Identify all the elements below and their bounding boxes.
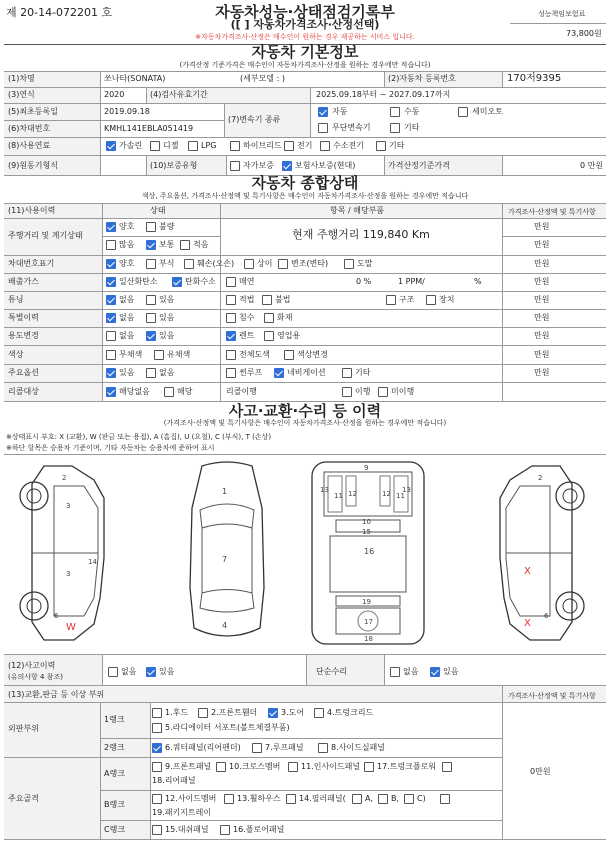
- recall-not-completed-label: 미이행: [391, 387, 415, 396]
- special-history-label: 특별이력: [8, 313, 39, 322]
- trans-other-checkbox[interactable]: [390, 123, 400, 133]
- emission-hc-checkbox[interactable]: [172, 277, 182, 287]
- warranty-self-checkbox[interactable]: [230, 161, 240, 171]
- svg-text:7: 7: [222, 555, 228, 564]
- car-top-view-diagram: [172, 458, 282, 648]
- fuel-hybrid-checkbox[interactable]: [230, 141, 240, 151]
- engine-type-label: (9)원동기형식: [8, 161, 58, 170]
- trans-manual-label: 수동: [404, 107, 420, 116]
- tuning-label: 튜닝: [8, 295, 24, 304]
- fuel-electric-checkbox[interactable]: [284, 141, 294, 151]
- svg-text:3: 3: [66, 570, 71, 578]
- special-flood-label: 침수: [239, 313, 255, 322]
- detail-model-label: (세부모델 : ): [240, 74, 285, 83]
- part-4-label: 4.트렁크리드: [327, 708, 374, 717]
- part-19-checkbox[interactable]: [440, 794, 450, 804]
- vin-mark-corrosion-label: 부식: [159, 259, 175, 268]
- main-option-label: 주요옵션: [8, 368, 39, 377]
- option-navigation-checkbox[interactable]: [274, 368, 284, 378]
- tuning-illegal-checkbox[interactable]: [262, 295, 272, 305]
- vin-mark-forged-label: 변조(변타): [291, 259, 329, 268]
- svg-text:2: 2: [538, 474, 543, 482]
- emission-value-3: %: [474, 277, 482, 286]
- recall-done-label: 리콜이행: [226, 387, 257, 396]
- emission-price-unit: 만원: [534, 277, 550, 286]
- vin-label: (6)차대번호: [8, 124, 51, 133]
- svg-text:12: 12: [348, 490, 357, 498]
- special-fire-checkbox[interactable]: [264, 313, 274, 323]
- mileage-normal-label: 보통: [159, 240, 175, 249]
- main-frame-label: 주요골격: [8, 794, 39, 803]
- vin-mark-painted-label: 도말: [357, 259, 373, 268]
- trans-cvt-label: 무단변속기: [332, 123, 371, 132]
- tuning-device-checkbox[interactable]: [426, 295, 436, 305]
- recall-label: 리콜대상: [8, 387, 39, 396]
- reg-number-label: (2)자동차 등록번호: [388, 74, 456, 83]
- use-change-business-checkbox[interactable]: [264, 331, 274, 341]
- tuning-legal-checkbox[interactable]: [226, 295, 236, 305]
- part-14a-label: A,: [365, 794, 374, 803]
- tuning-none-checkbox[interactable]: [106, 295, 116, 305]
- option-navigation-label: 네비게이션: [287, 368, 326, 377]
- vin-mark-forged-checkbox[interactable]: [278, 259, 288, 269]
- accident-history-sub: (유의사항 4 참조): [8, 673, 63, 681]
- mark-x-2: X: [524, 618, 531, 629]
- part-15-checkbox[interactable]: [152, 825, 162, 835]
- part-12-label: 12.사이드멤버: [165, 794, 217, 803]
- model-label: (1)차명: [8, 74, 35, 83]
- rankA-label: A랭크: [104, 769, 125, 778]
- rankB-label: B랭크: [104, 800, 125, 809]
- fuel-electric-label: 전기: [297, 141, 313, 150]
- part-14b-checkbox[interactable]: [378, 794, 388, 804]
- part-3-checkbox[interactable]: [268, 708, 278, 718]
- recall-applicable-label: 해당: [177, 387, 193, 396]
- color-chromatic-checkbox[interactable]: [154, 350, 164, 360]
- part-17-label: 17.트렁크플로워: [377, 762, 437, 771]
- transmission-label: (7)변속기 종류: [228, 115, 281, 124]
- trans-auto-checkbox[interactable]: [318, 107, 328, 117]
- fuel-other-label: 기타: [389, 141, 405, 150]
- special-none-checkbox[interactable]: [106, 313, 116, 323]
- svg-text:12: 12: [382, 490, 391, 498]
- emission-hc-label: 탄화수소: [185, 277, 216, 286]
- mileage-price-unit-1: 만원: [534, 222, 550, 231]
- accident-none-label: 없음: [121, 667, 137, 676]
- recall-na-label: 해당없음: [119, 387, 150, 396]
- color-change-label: 색상변경: [297, 350, 328, 359]
- warranty-insurer-checkbox[interactable]: [282, 161, 292, 171]
- part-1-checkbox[interactable]: [152, 708, 162, 718]
- svg-text:3: 3: [66, 502, 71, 510]
- svg-text:10: 10: [362, 518, 371, 526]
- mileage-normal-checkbox[interactable]: [146, 240, 156, 250]
- trans-semiauto-label: 세미오토: [472, 107, 503, 116]
- part-9-label: 9.프론트패널: [165, 762, 212, 771]
- recall-applicable-checkbox[interactable]: [164, 387, 174, 397]
- fuel-lpg-label: LPG: [201, 141, 217, 150]
- emission-co-label: 일산화탄소: [119, 277, 158, 286]
- exchange-price-header: 가격조사·산정액 및 특기사항: [508, 692, 596, 700]
- color-achromatic-checkbox[interactable]: [106, 350, 116, 360]
- emission-co-checkbox[interactable]: [106, 277, 116, 287]
- vin-mark-label: 차대번호표기: [8, 259, 55, 268]
- part-16-checkbox[interactable]: [220, 825, 230, 835]
- vin-mark-diff-checkbox[interactable]: [244, 259, 254, 269]
- trans-manual-checkbox[interactable]: [390, 107, 400, 117]
- part-5-checkbox[interactable]: [152, 723, 162, 733]
- option-other-checkbox[interactable]: [342, 368, 352, 378]
- emission-value-2: 1 PPM/: [398, 277, 425, 286]
- rank1-label: 1랭크: [104, 715, 125, 724]
- part-10-checkbox[interactable]: [216, 762, 226, 772]
- simple-repair-none-label: 없음: [403, 667, 419, 676]
- part-18-label: 18.리어패널: [152, 776, 196, 785]
- part-10-label: 10.크로스멤버: [229, 762, 281, 771]
- mileage-low-checkbox[interactable]: [180, 240, 190, 250]
- option-no-checkbox[interactable]: [146, 368, 156, 378]
- exchange-parts-label: (13)교환,판금 등 이상 부위: [8, 690, 105, 699]
- fuel-gasoline-checkbox[interactable]: [106, 141, 116, 151]
- part-12-checkbox[interactable]: [152, 794, 162, 804]
- tuning-none-label: 없음: [119, 295, 135, 304]
- part-3-label: 3.도어: [281, 708, 305, 717]
- simple-repair-yes-label: 있음: [443, 667, 459, 676]
- part-14-checkbox[interactable]: [286, 794, 296, 804]
- part-14a-checkbox[interactable]: [352, 794, 362, 804]
- status-code-legend: ※상태표시 부호: X (교환), W (판금 또는 용접), A (흠집), U (요철), C (부식), T (손상): [6, 433, 272, 441]
- inspection-label: (4)검사유효기간: [150, 90, 208, 99]
- part-2-checkbox[interactable]: [198, 708, 208, 718]
- exchange-price-value: 0만원: [530, 767, 551, 776]
- color-price-unit: 만원: [534, 350, 550, 359]
- emission-value-1: 0 %: [356, 277, 372, 286]
- option-yes-label: 있음: [119, 368, 135, 377]
- inspection-value: 2025.09.18부터 ~ 2027.09.17까지: [316, 90, 451, 99]
- recall-not-completed-checkbox[interactable]: [378, 387, 388, 397]
- part-7-label: 7.루프패널: [265, 743, 304, 752]
- warranty-insurer-label: 보험사보증(현대): [295, 161, 356, 170]
- part-18-checkbox[interactable]: [442, 762, 452, 772]
- option-other-label: 기타: [355, 368, 371, 377]
- service-note: ※자동차가격조사·산정은 매수인이 원하는 경우 제공하는 서비스 입니다.: [195, 33, 415, 41]
- part-2-label: 2.프론트휀더: [211, 708, 258, 717]
- part-17-checkbox[interactable]: [364, 762, 374, 772]
- insurance-fee-value: 73,800원: [566, 29, 602, 38]
- special-none-label: 없음: [119, 313, 135, 322]
- mileage-high-label: 많음: [119, 240, 135, 249]
- mileage-low-label: 적음: [193, 240, 209, 249]
- part-13-label: 13.휠하우스: [237, 794, 281, 803]
- year-value: 2020: [104, 90, 125, 99]
- color-full-paint-label: 전체도색: [239, 350, 270, 359]
- mileage-bad-label: 불량: [159, 222, 175, 231]
- vin-mark-painted-checkbox[interactable]: [344, 259, 354, 269]
- recall-completed-label: 이행: [355, 387, 371, 396]
- option-sunroof-label: 썬루프: [239, 368, 263, 377]
- trans-semiauto-checkbox[interactable]: [458, 107, 468, 117]
- svg-text:18: 18: [364, 635, 373, 643]
- mileage-label: 주행거리 및 계기상태: [8, 231, 83, 240]
- tuning-legal-label: 적법: [239, 295, 255, 304]
- use-change-business-label: 영업용: [277, 331, 301, 340]
- car-left-side-diagram: [14, 458, 124, 648]
- fuel-diesel-checkbox[interactable]: [150, 141, 160, 151]
- special-yes-checkbox[interactable]: [146, 313, 156, 323]
- recall-na-checkbox[interactable]: [106, 387, 116, 397]
- option-price-unit: 만원: [534, 368, 550, 377]
- tuning-price-unit: 만원: [534, 295, 550, 304]
- accident-history-label: (12)사고이력: [8, 661, 56, 670]
- vin-mark-corrosion-checkbox[interactable]: [146, 259, 156, 269]
- use-change-rent-label: 렌트: [239, 331, 255, 340]
- use-change-rent-checkbox[interactable]: [226, 331, 236, 341]
- svg-text:17: 17: [364, 618, 373, 626]
- outer-panel-label: 외판부위: [8, 724, 39, 733]
- tuning-illegal-label: 불법: [275, 295, 291, 304]
- emission-label: 배출가스: [8, 277, 39, 286]
- svg-text:13: 13: [320, 486, 329, 494]
- fuel-label: (8)사용연료: [8, 141, 51, 150]
- part-9-checkbox[interactable]: [152, 762, 162, 772]
- document-subtitle: ([ ] 자동차가격조사·산정선택): [230, 18, 380, 31]
- use-change-label: 용도변경: [8, 331, 39, 340]
- tuning-structure-checkbox[interactable]: [386, 295, 396, 305]
- usage-history-header: (11)사용이력: [8, 206, 56, 215]
- simple-repair-none-checkbox[interactable]: [390, 667, 400, 677]
- vin-mark-good-label: 양호: [119, 259, 135, 268]
- mileage-good-label: 양호: [119, 222, 135, 231]
- svg-text:2: 2: [62, 474, 67, 482]
- mileage-price-unit-2: 만원: [534, 240, 550, 249]
- first-reg-value: 2019.09.18: [104, 107, 150, 116]
- svg-text:16: 16: [364, 547, 375, 556]
- mileage-good-checkbox[interactable]: [106, 222, 116, 232]
- part-5-label: 5.라디에이터 서포트(볼트체결부품): [165, 723, 290, 732]
- simple-repair-yes-checkbox[interactable]: [430, 667, 440, 677]
- detail-header: 항목 / 해당부품: [330, 206, 385, 215]
- color-change-checkbox[interactable]: [284, 350, 294, 360]
- trans-cvt-checkbox[interactable]: [318, 123, 328, 133]
- accident-none-checkbox[interactable]: [108, 667, 118, 677]
- tuning-structure-label: 구조: [399, 295, 415, 304]
- special-fire-label: 화재: [277, 313, 293, 322]
- option-no-label: 없음: [159, 368, 175, 377]
- use-change-none-label: 없음: [119, 331, 135, 340]
- fuel-lpg-checkbox[interactable]: [188, 141, 198, 151]
- svg-text:19: 19: [362, 598, 371, 606]
- color-label: 색상: [8, 350, 24, 359]
- fuel-hybrid-label: 하이브리드: [243, 141, 282, 150]
- document-number: 제 20-14-072201 호: [6, 6, 113, 19]
- part-15-label: 15.대쉬패널: [165, 825, 209, 834]
- fuel-hydrogen-label: 수소전기: [333, 141, 364, 150]
- mileage-high-checkbox[interactable]: [106, 240, 116, 250]
- condition-note: 색상, 주요옵션, 가격조사·산정액 및 특기사항은 매수인이 자동차가격조사·산정을 원하는 경우에만 적습니다: [141, 192, 469, 200]
- svg-text:15: 15: [362, 528, 371, 536]
- fuel-hydrogen-checkbox[interactable]: [320, 141, 330, 151]
- simple-repair-label: 단순수리: [316, 667, 347, 676]
- part-14-label: 14.필러패널(: [299, 794, 346, 803]
- vin-mark-damage-label: 훼손(오손): [197, 259, 235, 268]
- color-chromatic-label: 유채색: [167, 350, 191, 359]
- svg-text:6: 6: [54, 612, 59, 620]
- mark-x-1: X: [524, 566, 531, 577]
- warranty-self-label: 자가보증: [243, 161, 274, 170]
- color-achromatic-label: 무채색: [119, 350, 143, 359]
- svg-text:1: 1: [222, 487, 228, 496]
- special-price-unit: 만원: [534, 313, 550, 322]
- mark-w: W: [66, 622, 76, 633]
- accident-title: 사고·교환·수리 등 이력: [228, 402, 382, 420]
- special-flood-checkbox[interactable]: [226, 313, 236, 323]
- accident-yes-label: 있음: [159, 667, 175, 676]
- car-frame-diagram: [306, 458, 430, 648]
- rank2-label: 2랭크: [104, 743, 125, 752]
- rankC-label: C랭크: [104, 825, 126, 834]
- special-yes-label: 있음: [159, 313, 175, 322]
- car-right-side-diagram: [480, 458, 590, 648]
- reg-number-value: 170저9395: [507, 73, 562, 84]
- part-6-label: 6.쿼터패널(리어펜더): [165, 743, 241, 752]
- option-sunroof-checkbox[interactable]: [226, 368, 236, 378]
- condition-title: 자동차 종합상태: [251, 174, 359, 192]
- part-14c-checkbox[interactable]: [404, 794, 414, 804]
- base-price-value: 0 만원: [580, 161, 604, 170]
- part-8-label: 8.사이드실패널: [331, 743, 386, 752]
- emission-smoke-label: 매연: [239, 277, 255, 286]
- part-14b-label: B,: [391, 794, 400, 803]
- part-19-label: 19.패키지트레이: [152, 808, 212, 817]
- part-7-checkbox[interactable]: [252, 743, 262, 753]
- part-8-checkbox[interactable]: [318, 743, 328, 753]
- basic-info-title: 자동차 기본정보: [251, 43, 359, 61]
- part-13-checkbox[interactable]: [224, 794, 234, 804]
- svg-text:11: 11: [334, 492, 343, 500]
- use-change-price-unit: 만원: [534, 331, 550, 340]
- fuel-diesel-label: 디젤: [163, 141, 179, 150]
- option-yes-checkbox[interactable]: [106, 368, 116, 378]
- use-change-yes-label: 있음: [159, 331, 175, 340]
- passenger-car-note: ※하단 항목은 승용차 기준이며, 기타 자동차는 승용차에 준하여 표시: [6, 444, 215, 452]
- svg-text:11: 11: [396, 492, 405, 500]
- part-11-label: 11.인사이드패널: [301, 762, 361, 771]
- accident-yes-checkbox[interactable]: [146, 667, 156, 677]
- vin-mark-damage-checkbox[interactable]: [184, 259, 194, 269]
- fuel-other-checkbox[interactable]: [376, 141, 386, 151]
- use-change-yes-checkbox[interactable]: [146, 331, 156, 341]
- first-reg-label: (5)최초등록일: [8, 107, 58, 116]
- use-change-none-checkbox[interactable]: [106, 331, 116, 341]
- color-full-paint-checkbox[interactable]: [226, 350, 236, 360]
- part-4-checkbox[interactable]: [314, 708, 324, 718]
- vin-mark-price-unit: 만원: [534, 259, 550, 268]
- warranty-type-label: (10)보증유형: [150, 161, 198, 170]
- base-price-label: 가격산정기준가격: [388, 161, 450, 170]
- tuning-yes-label: 있음: [159, 295, 175, 304]
- accident-note: (가격조사·산정액 및 특기사항은 매수인이 자동차가격조사·산정을 원하는 경우에만 적습니다): [163, 419, 447, 427]
- svg-text:6: 6: [544, 612, 549, 620]
- trans-other-label: 기타: [404, 123, 420, 132]
- tuning-device-label: 장치: [439, 295, 455, 304]
- part-6-checkbox[interactable]: [152, 743, 162, 753]
- trans-auto-label: 자동: [332, 107, 348, 116]
- svg-text:14: 14: [88, 558, 97, 566]
- model-value: 쏘나타(SONATA): [104, 74, 166, 83]
- document-title: 자동차성능·상태점검기록부: [215, 3, 395, 21]
- vin-mark-diff-label: 상이: [257, 259, 273, 268]
- part-11-checkbox[interactable]: [288, 762, 298, 772]
- insurance-fee-label: 성능책임보험료: [538, 10, 586, 18]
- fuel-gasoline-label: 가솔린: [119, 141, 143, 150]
- vin-mark-good-checkbox[interactable]: [106, 259, 116, 269]
- part-16-label: 16.플로어패널: [233, 825, 285, 834]
- part-1-label: 1.후드: [165, 708, 189, 717]
- svg-text:4: 4: [222, 621, 228, 630]
- state-header: 상태: [150, 206, 166, 215]
- tuning-yes-checkbox[interactable]: [146, 295, 156, 305]
- svg-text:13: 13: [402, 486, 411, 494]
- year-label: (3)연식: [8, 90, 35, 99]
- recall-completed-checkbox[interactable]: [342, 387, 352, 397]
- part-14c-label: C): [417, 794, 426, 803]
- emission-smoke-checkbox[interactable]: [226, 277, 236, 287]
- price-header: 가격조사·산정액 및 특기사항: [508, 208, 596, 216]
- mileage-bad-checkbox[interactable]: [146, 222, 156, 232]
- vin-value: KMHL141EBLA051419: [104, 124, 194, 133]
- svg-text:9: 9: [364, 464, 369, 472]
- mileage-text: 현재 주행거리 119,840 Km: [292, 228, 430, 241]
- basic-info-note: (가격산정 기준가격은 매수인이 자동차가격조사·산정을 원하는 경우에만 적습니다): [179, 61, 431, 69]
